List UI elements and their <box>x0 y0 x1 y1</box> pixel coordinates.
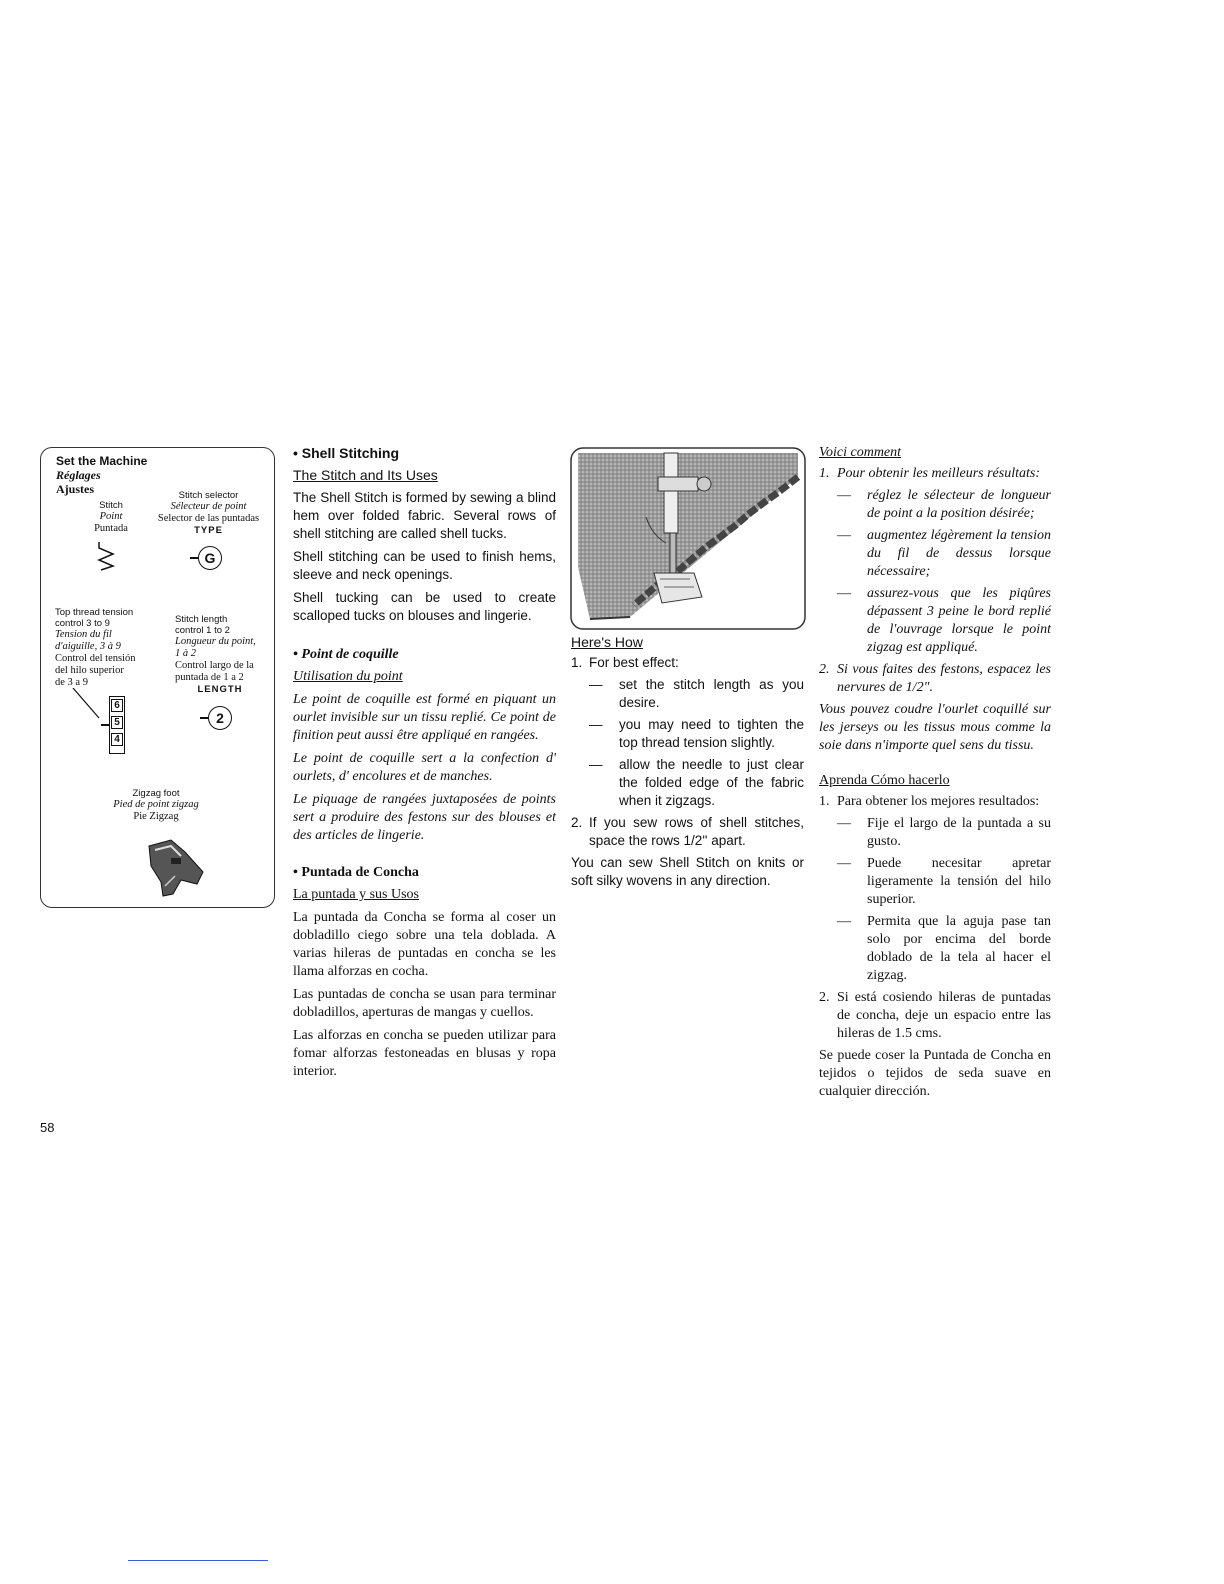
fr-dash-2-mark: — <box>837 528 851 543</box>
tension-dial-4: 4 <box>111 733 123 746</box>
footer-rule <box>128 1560 268 1561</box>
en-paragraph-1: The Shell Stitch is formed by sewing a blind hem over folded fabric. Several rows of shell stitching are called shell tucks. <box>293 490 556 541</box>
fr-dash-3-text: assurez-vous que les piqûres dépassent 3 peine le bord replié de l'ouvrage lorsque le point zigzag est appliqué. <box>867 586 1051 655</box>
tension-label-fr-2: d'aiguille, 3 à 9 <box>55 641 121 652</box>
selector-label-fr: Sélecteur de point <box>170 501 247 512</box>
length-label-fr-2: 1 à 2 <box>175 648 196 659</box>
en-paragraph-2: Shell stitching can be used to finish hems, sleeve and neck openings. <box>293 549 556 582</box>
fr-paragraph-1: Le point de coquille est formé en piquant un ourlet invisible sur un tissu replié. Ce point de finition peut aussi être appliqué en rangées. <box>293 692 556 743</box>
tension-dial-pointer <box>101 724 109 726</box>
en-dash-2 <box>571 716 804 752</box>
es-dash-2 <box>819 855 1051 909</box>
selector-label-es: Selector de las puntadas <box>157 513 260 524</box>
selector-label-group <box>146 490 271 536</box>
fr-step-1-text: Pour obtenir les meilleurs résultats: <box>837 466 1040 481</box>
column-heres-how <box>571 634 804 890</box>
foot-label-fr: Pied de point zigzag <box>113 799 199 810</box>
shell-stitching-illustration <box>570 447 806 630</box>
heading-heres-how: Here's How <box>571 634 643 650</box>
tension-label-en-2: control 3 to 9 <box>55 618 110 629</box>
en-step-2 <box>571 814 804 850</box>
en-step-2-number: 2. <box>571 815 583 830</box>
en-dash-2-mark: — <box>589 717 603 732</box>
tension-dial-5: 5 <box>111 716 123 729</box>
settings-title-es: Ajustes <box>56 482 94 496</box>
es-dash-3-mark: — <box>837 914 851 929</box>
es-dash-1 <box>819 815 1051 851</box>
fr-dash-1 <box>819 487 1051 523</box>
es-dash-3 <box>819 913 1051 985</box>
length-label: LENGTH <box>197 684 243 695</box>
length-label-es-1: Control largo de la <box>175 660 254 671</box>
selector-label-en: Stitch selector <box>178 490 239 501</box>
foot-label-group <box>81 788 231 823</box>
en-dash-1-text: set the stitch length as you desire. <box>619 677 804 710</box>
tension-label-es-1: Control del tensión <box>55 653 136 664</box>
stitch-label-es: Puntada <box>94 523 128 534</box>
length-label-es-2: puntada de 1 a 2 <box>175 672 244 683</box>
fr-dash-1-text: réglez le sélecteur de longueur de point a la position désirée; <box>867 488 1051 521</box>
fr-step-2 <box>819 661 1051 697</box>
fr-dash-2-text: augmentez légèrement la tension du fil de dessus lorsque nécessaire; <box>867 528 1051 579</box>
fr-dash-3-mark: — <box>837 586 851 601</box>
fr-step-1 <box>819 465 1051 483</box>
type-label: TYPE <box>194 525 223 536</box>
tension-dial-icon <box>109 696 125 754</box>
fr-dash-3 <box>819 585 1051 657</box>
foot-label-es: Pie Zigzag <box>133 811 179 822</box>
page-number: 58 <box>40 1120 55 1135</box>
column-voici-aprenda <box>819 445 1051 1101</box>
es-step-2 <box>819 989 1051 1043</box>
heading-voici-comment: Voici comment <box>819 445 902 460</box>
length-label-group <box>175 614 275 695</box>
subheading-utilisation: Utilisation du point <box>293 669 403 684</box>
tension-dial-6: 6 <box>111 699 123 712</box>
fr-dash-1-mark: — <box>837 488 851 503</box>
fr-closing: Vous pouvez coudre l'ourlet coquillé sur les jerseys ou les tissus mous comme la soie dans n'importe quel sens du tissu. <box>819 702 1051 753</box>
heading-aprenda-como: Aprenda Cómo hacerlo <box>819 773 950 788</box>
heading-shell-stitching: • Shell Stitching <box>293 445 400 461</box>
es-step-2-text: Si está cosiendo hileras de puntadas de concha, deje un espacio entre las hileras de 1.5 cms. <box>837 990 1051 1041</box>
column-stitch-uses <box>293 445 556 1081</box>
en-dash-1 <box>571 676 804 712</box>
es-step-1-text: Para obtener los mejores resultados: <box>837 794 1040 809</box>
tension-label-fr-1: Tension du fil <box>55 629 112 640</box>
en-dash-3-mark: — <box>589 757 603 772</box>
es-dash-1-mark: — <box>837 816 851 831</box>
es-paragraph-3: Las alforzas en concha se pueden utilizar para fomar alforzas festoneadas en blusas y ropa interior. <box>293 1028 556 1079</box>
fr-paragraph-3: Le piquage de rangées juxtaposées de points sert a produire des festons sur des blouses et des articles de lingerie. <box>293 792 556 843</box>
settings-title-fr: Réglages <box>56 468 101 482</box>
length-label-en-2: control 1 to 2 <box>175 625 230 636</box>
foot-label-en: Zigzag foot <box>132 788 180 799</box>
type-dial-pointer <box>190 557 198 559</box>
fr-step-2-text: Si vous faites des festons, espacez les nervures de 1/2". <box>837 662 1051 695</box>
en-dash-2-text: you may need to tighten the top thread tension slightly. <box>619 717 804 750</box>
length-dial-pointer <box>200 717 208 719</box>
length-label-en-1: Stitch length <box>175 614 228 625</box>
en-paragraph-3: Shell tucking can be used to create scalloped tucks on blouses and lingerie. <box>293 590 556 623</box>
heading-point-coquille: • Point de coquille <box>293 647 399 662</box>
zigzag-foot-icon <box>141 836 211 902</box>
es-paragraph-2: Las puntadas de concha se usan para terminar dobladillos, aperturas de mangas y cuellos. <box>293 987 556 1020</box>
en-dash-1-mark: — <box>589 677 603 692</box>
fr-dash-2 <box>819 527 1051 581</box>
fr-step-1-number: 1. <box>819 466 830 481</box>
stitch-label-fr: Point <box>99 511 123 522</box>
fr-step-2-number: 2. <box>819 662 830 677</box>
stitch-label-group <box>81 500 141 535</box>
en-step-2-text: If you sew rows of shell stitches, space the rows 1/2'' apart. <box>589 815 804 848</box>
es-dash-2-mark: — <box>837 856 851 871</box>
en-step-1-number: 1. <box>571 655 583 670</box>
es-dash-2-text: Puede necesitar apretar ligeramente la tensión del hilo superior. <box>867 856 1051 907</box>
en-step-1 <box>571 654 804 672</box>
es-dash-1-text: Fije el largo de la puntada a su gusto. <box>867 816 1051 849</box>
en-dash-3 <box>571 756 804 810</box>
en-dash-3-text: allow the needle to just clear the folded edge of the fabric when it zigzags. <box>619 757 804 808</box>
settings-title-en: Set the Machine <box>56 454 148 468</box>
heading-puntada-concha: • Puntada de Concha <box>293 865 419 880</box>
es-step-1 <box>819 793 1051 811</box>
es-paragraph-1: La puntada da Concha se forma al coser un dobladillo ciego sobre una tela doblada. A varias hileras de puntadas en concha se les llama alforzas en cocha. <box>293 910 556 979</box>
es-closing: Se puede coser la Puntada de Concha en tejidos o tejidos de seda suave en cualquier dirección. <box>819 1048 1051 1099</box>
en-closing: You can sew Shell Stitch on knits or soft silky wovens in any direction. <box>571 855 804 888</box>
subheading-stitch-uses: The Stitch and Its Uses <box>293 467 438 483</box>
stitch-label-en: Stitch <box>99 500 123 511</box>
length-dial-icon: 2 <box>208 706 232 730</box>
en-step-1-text: For best effect: <box>589 655 679 670</box>
fr-paragraph-2: Le point de coquille sert a la confection d' ourlets, d' encolures et de manches. <box>293 751 556 784</box>
es-step-1-number: 1. <box>819 794 830 809</box>
tension-pointer-line <box>71 688 111 720</box>
tension-label-group <box>55 607 175 689</box>
type-dial-icon: G <box>198 546 222 570</box>
tension-label-en-1: Top thread tension <box>55 607 134 618</box>
tension-label-es-2: del hilo superior <box>55 665 124 676</box>
subheading-puntada-usos: La puntada y sus Usos <box>293 887 419 902</box>
es-dash-3-text: Permita que la aguja pase tan solo por encima del borde doblado de la tela al hacer el zigzag. <box>867 914 1051 983</box>
length-label-fr-1: Longueur du point, <box>175 636 256 647</box>
shell-stitch-pattern-icon <box>97 540 117 572</box>
es-step-2-number: 2. <box>819 990 830 1005</box>
tension-label-es-3: de 3 a 9 <box>55 677 88 688</box>
machine-settings-box <box>40 447 275 908</box>
